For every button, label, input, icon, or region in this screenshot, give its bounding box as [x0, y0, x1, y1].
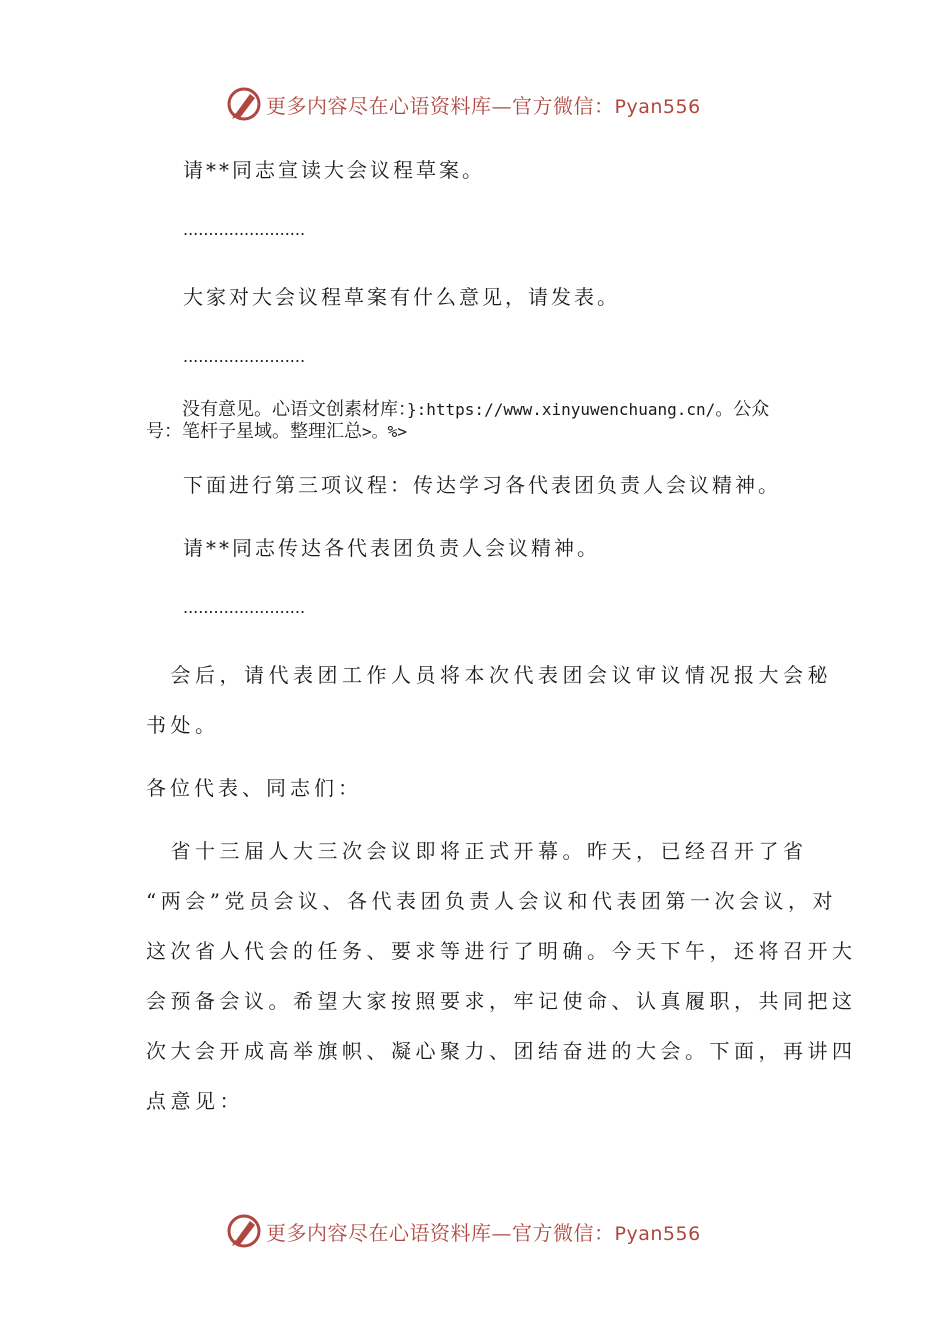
text-line: 书处。 — [146, 713, 220, 737]
pen-logo-icon — [226, 86, 262, 122]
header-banner-id: Pyan556 — [614, 96, 701, 118]
paragraph-third-agenda: 下面进行第三项议程：传达学习各代表团负责人会议精神。 — [183, 473, 781, 497]
header-banner — [0, 84, 950, 124]
text-line: “两会”党员会议、各代表团负责人会议和代表团第一次会议，对 — [146, 889, 837, 913]
paragraph-ask-opinions: 大家对大会议程草案有什么意见，请发表。 — [183, 285, 620, 309]
ellipsis-line-1: ........................ — [183, 220, 306, 239]
header-banner-text: 更多内容尽在心语资料库—官方微信：Pyan556 — [266, 94, 701, 118]
paragraph-no-opinions — [146, 399, 769, 443]
paragraph-greeting: 各位代表、同志们： — [146, 776, 362, 800]
pen-logo-icon — [226, 1213, 262, 1249]
paragraph-no-opinions-line-2: 号：笔杆子星域。整理汇总>。%> — [146, 421, 407, 442]
paragraph-after-meeting — [146, 650, 832, 750]
footer-banner-id: Pyan556 — [614, 1223, 701, 1245]
text-line: 这次省人代会的任务、要求等进行了明确。今天下午，还将召开大 — [146, 939, 857, 963]
paragraph-opening-remarks — [146, 826, 857, 1126]
text-line: 次大会开成高举旗帜、凝心聚力、团结奋进的大会。下面，再讲四 — [146, 1039, 857, 1063]
paragraph-read-agenda: 请**同志宣读大会议程草案。 — [183, 158, 485, 182]
text-line: 点意见： — [146, 1089, 244, 1113]
paragraph-no-opinions-line-1: 没有意见。心语文创素材库：}:https://www.xinyuwenchuang.cn/。公众 — [182, 399, 770, 420]
text-line: 会预备会议。希望大家按照要求，牢记使命、认真履职，共同把这 — [146, 989, 857, 1013]
text-line: 会后，请代表团工作人员将本次代表团会议审议情况报大会秘 — [146, 663, 832, 687]
footer-banner-text: 更多内容尽在心语资料库—官方微信：Pyan556 — [266, 1221, 701, 1245]
ellipsis-line-2: ........................ — [183, 347, 306, 366]
text-line: 省十三届人大三次会议即将正式开幕。昨天，已经召开了省 — [146, 839, 808, 863]
paragraph-convey-spirit: 请**同志传达各代表团负责人会议精神。 — [183, 536, 600, 560]
ellipsis-line-3: ........................ — [183, 598, 306, 617]
footer-banner — [0, 1211, 950, 1251]
